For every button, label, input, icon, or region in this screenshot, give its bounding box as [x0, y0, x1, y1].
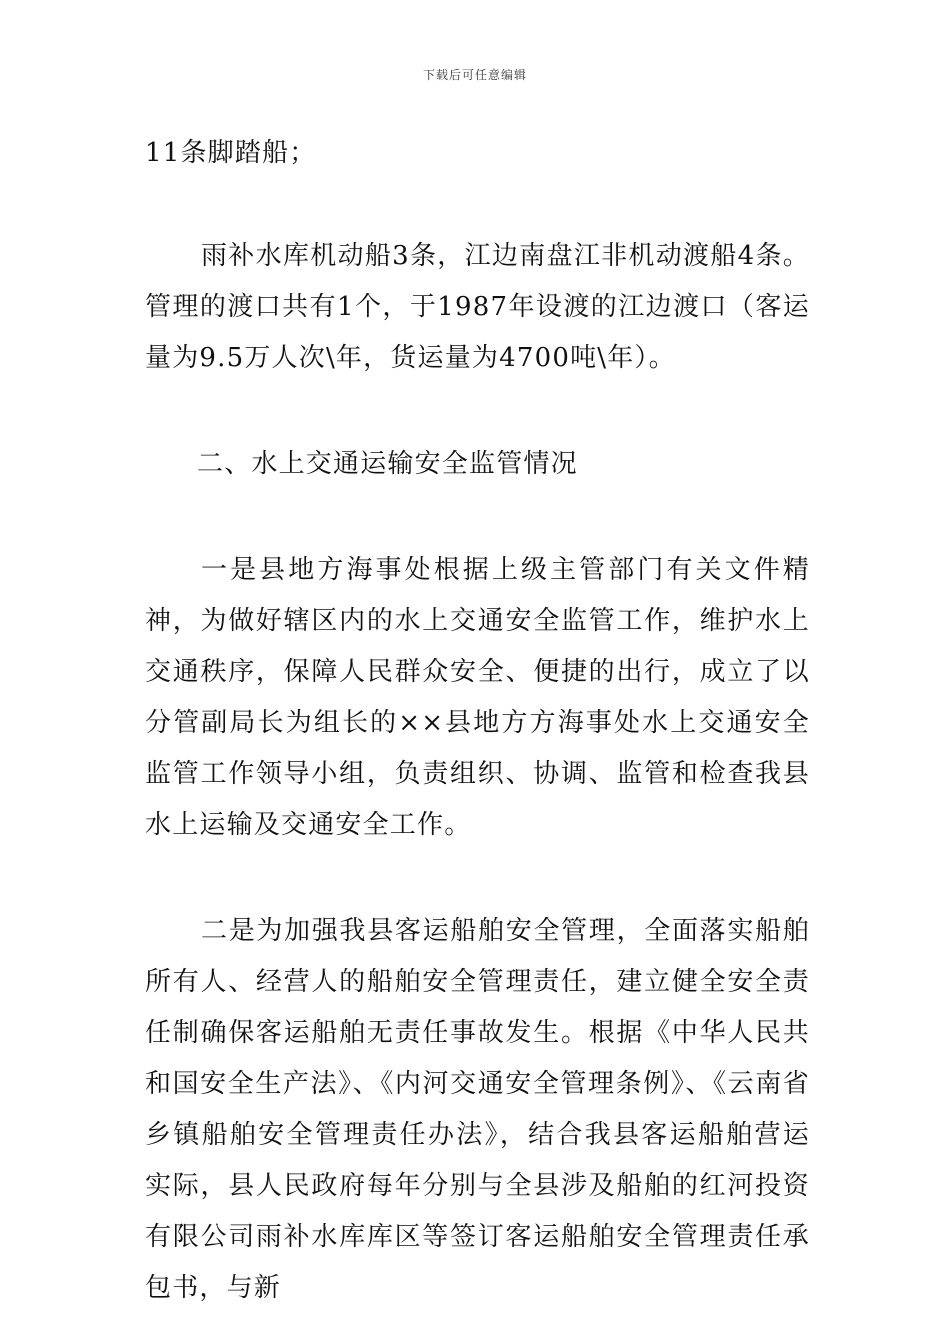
paragraph-leadership-group: 一是县地方海事处根据上级主管部门有关文件精神，为做好辖区内的水上交通安全监管工作，维护水上交通秩序，保障人民群众安全、便捷的出行，成立了以分管副局长为组长的××县地方方海事处水上交通安全监管工作领导小组，负责组织、协调、监管和检查我县水上运输及交通安全工作。 [145, 555, 810, 840]
section-heading-safety-supervision: 二、水上交通运输安全监管情况 [197, 449, 578, 479]
paragraph-responsibility-system: 二是为加强我县客运船舶安全管理，全面落实船舶所有人、经营人的船舶安全管理责任，建立健全安全责任制确保客运船舶无责任事故发生。根据《中华人民共和国安全生产法》、《内河交通安全管理条例》、《云南省乡镇船舶安全管理责任办法》，结合我县客运船舶营运实际，县人民政府每年分别与全县涉及船舶的红河投资有限公司雨补水库库区等签订客运船舶安全管理责任承包书，与新 [145, 916, 810, 1303]
document-body [145, 128, 810, 1314]
header-note: 下载后可任意编辑 [422, 68, 527, 82]
paragraph-ferry-info: 雨补水库机动船3条，江边南盘江非机动渡船4条。管理的渡口共有1个，于1987年设渡的江边渡口（客运量为9.5万人次\年，货运量为4700吨\年）。 [145, 241, 810, 373]
paragraph-boat-count: 11条脚踏船； [145, 138, 317, 168]
